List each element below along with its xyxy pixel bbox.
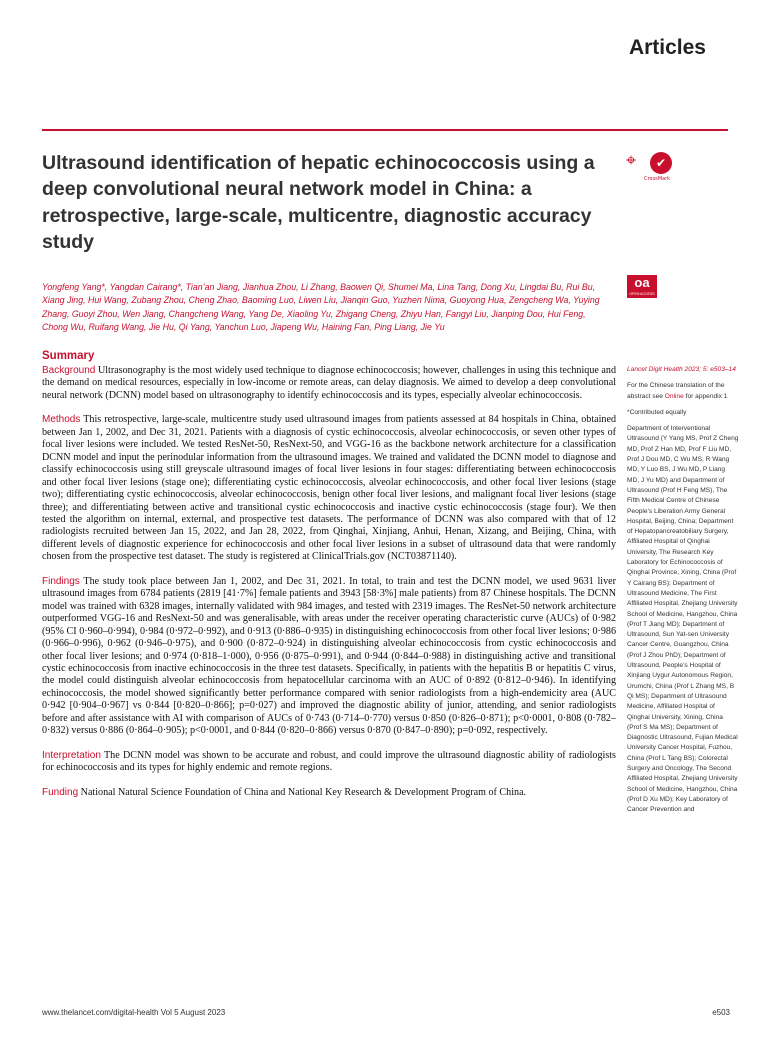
abstract bbox=[42, 349, 616, 811]
methods-label: Methods bbox=[42, 414, 81, 426]
crossmark-icon: ✔ bbox=[650, 152, 672, 174]
translation-prefix: For the Chinese translation of the abstract see bbox=[627, 382, 725, 400]
online-link[interactable]: Online bbox=[664, 392, 684, 400]
open-access-label: oa bbox=[634, 275, 650, 290]
page-number: e503 bbox=[712, 1008, 730, 1017]
interpretation-text: The DCNN model was shown to be accurate and robust, and could improve the ultrasound diagnostic ability of radiologists for echinococcosis and its types for highly endemic and remote regions. bbox=[42, 749, 616, 774]
findings-label: Findings bbox=[42, 575, 80, 587]
sidebar bbox=[627, 365, 739, 821]
summary-heading: Summary bbox=[42, 350, 95, 362]
methods-paragraph bbox=[42, 414, 616, 563]
background-text: Ultrasonography is the most widely used technique to diagnose echinococcosis; however, challenges in using this technique and the demand on medical resources, especially in low-income or remote areas, can delay diagnosis. We aimed to develop a deep convolutional neural network (DCNN) model based on ultrasonography to identify echinococcosis and its types, especially alveolar echinococcosis. bbox=[42, 365, 616, 401]
background-paragraph bbox=[42, 365, 616, 402]
findings-paragraph bbox=[42, 576, 616, 738]
funding-paragraph bbox=[42, 787, 616, 799]
open-access-sublabel: OPEN ACCESS bbox=[629, 292, 655, 296]
open-access-badge bbox=[627, 275, 657, 298]
header-rule bbox=[42, 129, 728, 131]
section-label: Articles bbox=[628, 36, 706, 59]
funding-label: Funding bbox=[42, 786, 79, 798]
author-list: Yongfeng Yang*, Yangdan Cairang*, Tian’an Jiang, Jianhua Zhou, Li Zhang, Baowen Qi, Shumei Ma, Lina Tang, Dong Xu, Lingdai Bu, Rui Bu, Xiang Jing, Hui Wang, Zubang Zhou, Cheng Zhao, Baoming Luo, Liwen Liu, Jianqin Guo, Yuzhen Nima, Guoyong Hua, Zengcheng Wa, Yuying Zhang, Guoyi Zhou, Wen Jiang, Changcheng Wang, Yang De, Xiaoling Yu, Zhigang Cheng, Zhiyu Han, Fangyi Liu, Jianping Dou, Hui Feng, Chong Wu, Ruifang Wang, Jie Hu, Qi Yang, Yanchun Luo, Jiapeng Wu, Haining Fan, Ping Liang, Jie Yu bbox=[42, 282, 600, 332]
journal-citation: Lancet Digit Health 2023; 5: e503–14 bbox=[627, 366, 736, 373]
cursor-icon: ⌖ bbox=[626, 150, 637, 171]
crossmark-button[interactable] bbox=[626, 150, 684, 190]
contributed-note: *Contributed equally bbox=[627, 408, 687, 416]
interpretation-label: Interpretation bbox=[42, 749, 101, 761]
footer-url: www.thelancet.com/digital-health Vol 5 August 2023 bbox=[42, 1008, 226, 1017]
affiliations: Department of Interventional Ultrasound (Y Yang MS, Prof Z Cheng MD, Prof Z Han MD, Prof F Liu MD, Prof J Dou MD, C Wu MS, R Wang MD, Y Luo BS, J Wu MD, P Liang MD, J Yu MD) and Department of Ultrasound (Prof H Feng MS), The Fifth Medical Centre of Chinese People’s Liberation Army General Hospital, Beijing, China; Department of Hepatopancreatobiliary Surgery, Affiliated Hospital of Qinghai University, The Research Key Laboratory for Echinococcosis of Qinghai Province, Xining, China (Prof Y Cairang BS); Department of Ultrasound Medicine, The First Affiliated Hospital, Zhejiang University School of Medicine, Hangzhou, China (Prof T Jiang MD); Department of Ultrasound, Sun Yat-sen University Cancer Centre, Guangzhou, China (Prof J Zhou PhD); Department of Ultrasound, People’s Hospital of Xinjiang Uygur Autonomous Region, Urumchi, China (Prof L Zhang MS, B Qi MS); Department of Ultrasound Medicine, Affiliated Hospital of Qinghai University, Xining, China (Prof S Ma MS); Department of Diagnostic Ultrasound, Fujian Medical University Cancer Hospital, Fuzhou, China (Prof L Tang BS); Colorectal Surgery and Oncology, The Second Affiliated Hospital, Zhejiang University School of Medicine, Hangzhou, China (Prof D Xu MD); Key Laboratory of Cancer Prevention and bbox=[627, 425, 739, 814]
findings-text: The study took place between Jan 1, 2002, and Dec 31, 2021. In total, to train and test the DCNN model, we used 9631 liver ultrasound images from 6784 patients (2819 [41·7%] female patients and 3943 [58·3%] male patients) from 87 Chinese hospitals. The DCNN model was trained with 6328 images, internally validated with 984 images, and tested with 2319 images. The ResNet-50 network architecture outperformed VGG-16 and ResNext-50 and was generalisable, with areas under the receiver operating characteristic curve (AUCs) of 0·982 (95% CI 0·960–0·994), 0·984 (0·972–0·992), and 0·913 (0·886–0·935) in distinguishing echinococcosis from other focal liver lesions; 0·986 (0·966–0·996), 0·962 (0·946–0·975), and 0·900 (0·872–0·924) in distinguishing alveolar echinococcosis from cystic echinococcosis and other focal liver lesions; and 0·974 (0·818–1·000), 0·956 (0·875–0·991), and 0·944 (0·844–0·988) in distinguishing active and transitional cystic echinococcosis from inactive echinococcosis in the three test datasets. Specifically, in patients with the hepatitis B or hepatitis C virus, the model could distinguish alveolar echinococcosis from hepatocellular carcinoma with an AUC of 0·892 (0·812–0·946). In identifying echinococcosis, the model showed significantly better performance compared with senior radiologists from a high-endemicity area (AUC 0·942 [0·904–0·967] vs 0·844 [0·820–0·866]; p=0·027) and improved the diagnostic ability of junior, attending, and senior radiologists before and after assistance with AI with comparison of AUCs of 0·743 (0·714–0·770) versus 0·850 (0·826–0·871); p<0·0001, 0·808 (0·782–0·832) versus 0·886 (0·864–0·905); p<0·0001, and 0·844 (0·820–0·866) versus 0·870 (0·847–0·890); p=0·092, respectively. bbox=[42, 575, 616, 737]
funding-text: National Natural Science Foundation of China and National Key Research & Development Program of China. bbox=[78, 786, 527, 798]
methods-text: This retrospective, large-scale, multicentre study used ultrasound images from patients assessed at 84 hospitals in China, obtained between Jan 1, 2002, and Dec 31, 2021. Patients with a diagnosis of cystic echinococcosis, alveolar echinococcosis, or seven other types of focal liver lesions were included. We tested ResNet-50, ResNext-50, and VGG-16 as the backbone network architecture for a classification DCNN model and input the perinodular information from the ultrasound images. We trained and validated the DCNN model to diagnose and classify echinococcosis using still greyscale ultrasound images of focal liver lesions in four stages: differentiating between echinococcosis and other focal liver lesions (stage one); differentiating cystic echinococcosis, alveolar echinococcosis, and other focal liver lesions (stage two); differentiating cystic echinococcosis, alveolar echinococcosis, benign other focal liver lesions, and malignant focal liver lesions (stage three); and differentiating between active and transitional cystic echinococcosis and inactive cystic echinococcosis (stage four). We then tested the algorithm on internal, external, and prospective test datasets. The performance of DCNN was also compared with that of 12 radiologists recruited between Jan 15, 2022, and Jan 28, 2022, from Qinghai, Xinjiang, Anhui, Henan, Xizang, and Beijing, China, with different levels of diagnostic experience for echinococcosis and other focal liver lesions in a subset of ultrasound data that were randomly chosen from the prospective test dataset. The study is registered at ClinicalTrials.gov (NCT03871140). bbox=[42, 414, 616, 563]
interpretation-paragraph bbox=[42, 750, 616, 775]
article-title: Ultrasound identification of hepatic echinococcosis using a deep convolutional neural network model in China: a retrospective, large-scale, multicentre, diagnostic accuracy study bbox=[42, 152, 595, 253]
background-label: Background bbox=[42, 365, 96, 376]
translation-note bbox=[627, 381, 739, 402]
translation-suffix: for appendix 1 bbox=[683, 392, 728, 400]
crossmark-label: CrossMark bbox=[644, 176, 671, 182]
